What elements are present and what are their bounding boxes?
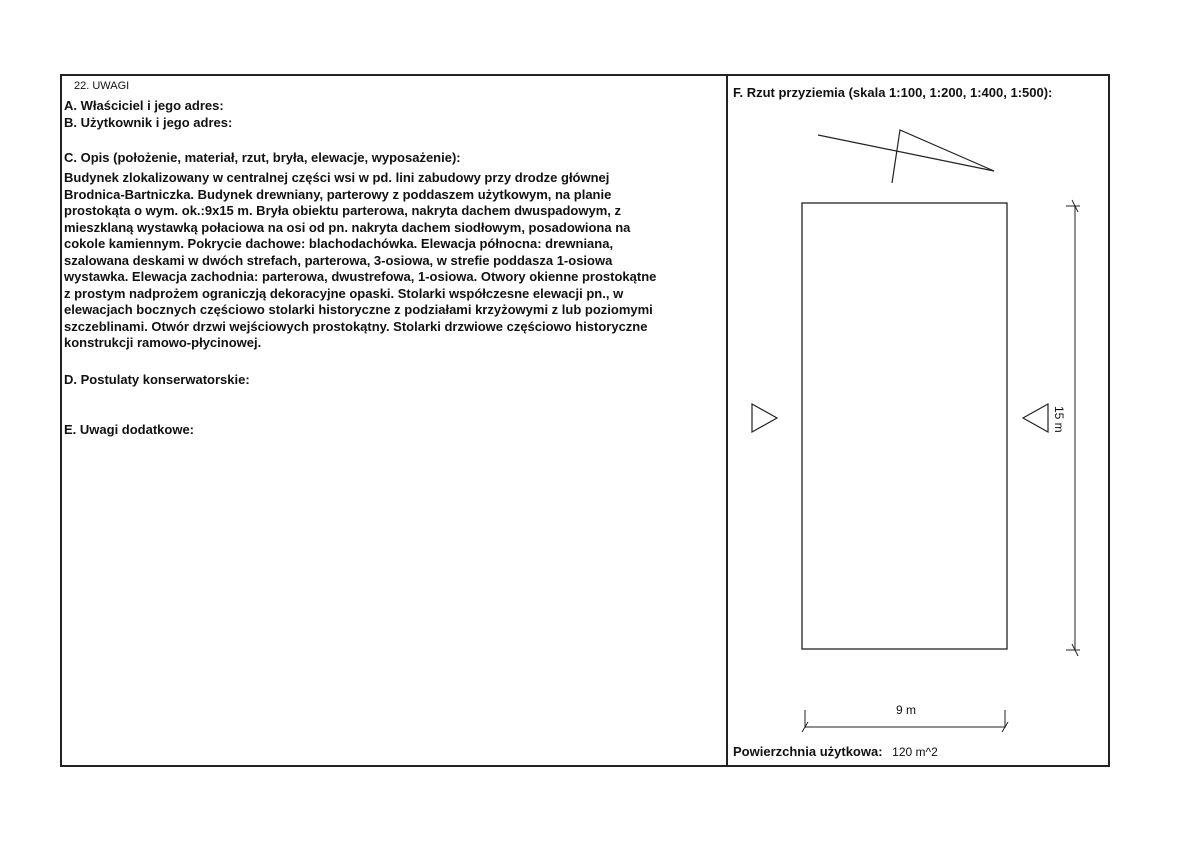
description-heading: C. Opis (położenie, materiał, rzut, bryła, elewacje, wyposażenie): — [64, 150, 461, 165]
building-outline — [802, 203, 1007, 649]
description-line: cokole kamiennym. Pokrycie dachowe: blachodachówka. Elewacja północna: drewniana, — [64, 236, 614, 251]
entrance-marker-east — [1023, 404, 1048, 432]
width-label: 9 m — [896, 703, 917, 717]
section-number: 22. UWAGI — [74, 80, 130, 92]
description-line: Budynek zlokalizowany w centralnej części wsi w pd. lini zabudowy przy drodze głównej — [64, 170, 610, 185]
user-heading: B. Użytkownik i jego adres: — [64, 115, 233, 130]
length-dimension-line — [1066, 200, 1080, 656]
description-line: prostokąta o wym. ok.:9x15 m. Bryła obiektu parterowa, nakryta dachem dwuspadowym, z — [64, 203, 622, 218]
conservation-heading: D. Postulaty konserwatorskie: — [64, 372, 250, 387]
entrance-marker-west — [752, 404, 777, 432]
additional-notes-heading: E. Uwagi dodatkowe: — [64, 422, 195, 437]
plan-title: F. Rzut przyziemia (skala 1:100, 1:200, 1:400, 1:500): — [733, 85, 1053, 100]
description-line: mieszklaną wystawką połaciowa na osi od pn. nakryta dachem siodłowym, posadowiona na — [64, 219, 631, 235]
usable-area-value: 120 m^2 — [892, 745, 938, 759]
usable-area-row — [733, 744, 938, 759]
description-text — [64, 170, 724, 352]
description-line: konstrukcji ramowo-płycinowej. — [64, 335, 262, 350]
description-line: szalowana deskami w dwóch strefach, parterowa, 3-osiowa, w strefie poddasza 1-osiowa — [64, 252, 613, 268]
description-line: wystawka. Elewacja zachodnia: parterowa, dwustrefowa, 1-osiowa. Otwory okienne prostokątne — [64, 269, 657, 284]
description-line: szczeblinami. Otwór drzwi wejściowych prostokątny. Stolarki drzwiowe częściowo historyczne — [64, 318, 648, 334]
owner-heading: A. Właściciel i jego adres: — [64, 98, 224, 113]
floor-plan-drawing — [728, 76, 1108, 765]
usable-area-label: Powierzchnia użytkowa: — [733, 744, 883, 759]
inventory-card-sheet — [60, 74, 1110, 767]
description-line: elewacjach bocznych częściowo stolarki historyczne z podziałami krzyżowymi z lub poziomymi — [64, 302, 653, 317]
remarks-panel — [62, 76, 726, 765]
length-label: 15 m — [1052, 406, 1066, 433]
description-line: Brodnica-Bartniczka. Budynek drewniany, parterowy z poddaszem użytkowym, na planie — [64, 186, 612, 202]
description-line: z prostym nadprożem ograniczją dekoracyjne opaski. Stolarki współczesne elewacji pn., w — [64, 285, 624, 301]
floor-plan-panel — [728, 76, 1108, 765]
north-arrow-icon — [818, 130, 994, 183]
